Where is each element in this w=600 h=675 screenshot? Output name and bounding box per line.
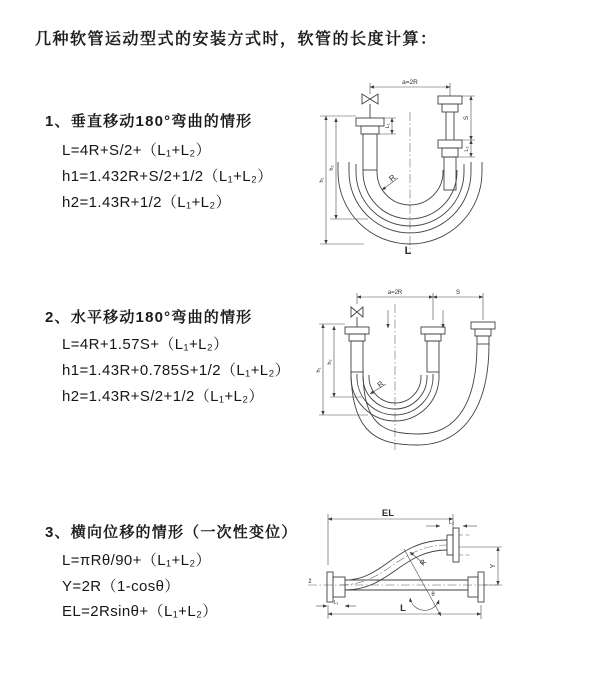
diagram-lateral-displacement xyxy=(300,505,595,650)
valve-symbol xyxy=(362,94,378,118)
dim-h1-label: h₁ xyxy=(316,367,322,373)
section-2-formula-h1: h1=1.43R+0.785S+1/2（L₁+L₂） xyxy=(62,362,291,379)
diagram-1-labels xyxy=(319,79,470,257)
dim-s-label: S xyxy=(463,115,470,121)
section-3-heading: 3、横向位移的情形（一次性变位） xyxy=(45,524,298,541)
datum-z-label: z̄ xyxy=(308,579,312,585)
section-3-formula-Y: Y=2R（1-cosθ） xyxy=(62,578,180,595)
dim-h2-label: h₂ xyxy=(329,165,335,171)
section-3-formula-L: L=πRθ/90+（L₁+L₂） xyxy=(62,552,211,569)
diagram-vertical-180-bend xyxy=(312,72,590,257)
section-2-formula-h2: h2=1.43R+S/2+1/2（L₁+L₂） xyxy=(62,388,264,405)
dim-l1-label: L₁ xyxy=(385,123,391,129)
dimension-lines xyxy=(319,293,483,415)
length-label: L xyxy=(404,245,412,257)
dim-h1-label: h₁ xyxy=(319,177,325,183)
section-1-formula-h1: h1=1.432R+S/2+1/2（L₁+L₂） xyxy=(62,168,273,185)
dim-l-label: L xyxy=(400,603,406,614)
radius-label: R xyxy=(417,557,429,568)
radius-label: R xyxy=(387,172,398,184)
dim-y-label: Y xyxy=(490,563,497,569)
middle-pipe-flange xyxy=(421,327,445,372)
section-1-heading: 1、垂直移动180°弯曲的情形 xyxy=(45,113,253,130)
dim-h2-label: h₂ xyxy=(327,359,333,365)
right-flange xyxy=(468,572,484,602)
radius-label: R xyxy=(375,378,386,390)
dim-l2-label: L₂ xyxy=(464,146,470,152)
dimension-lines xyxy=(320,83,475,244)
dim-l2-label: L₂ xyxy=(448,520,455,526)
right-pipe-flange xyxy=(471,322,495,344)
dim-l1-label: L₁ xyxy=(333,600,339,606)
diagram-horizontal-180-bend xyxy=(310,282,592,455)
left-pipe-flange xyxy=(356,118,384,170)
left-pipe-flange xyxy=(345,327,369,372)
section-2-formula-L: L=4R+1.57S+（L₁+L₂） xyxy=(62,336,229,353)
section-2-heading: 2、水平移动180°弯曲的情形 xyxy=(45,309,253,326)
angle-theta-label: θ xyxy=(431,592,435,598)
upper-flange xyxy=(447,528,459,562)
diagram-2-labels xyxy=(316,290,460,389)
left-flange xyxy=(327,572,345,602)
valve-symbol xyxy=(351,307,363,327)
dim-el-label: EL xyxy=(381,508,395,519)
page-title: 几种软管运动型式的安装方式时，软管的长度计算： xyxy=(35,31,438,48)
hose-u-curves xyxy=(351,344,489,445)
right-pipe-flange xyxy=(438,96,462,190)
dim-a2r-label: a=2R xyxy=(402,79,418,86)
section-1-formula-L: L=4R+S/2+（L₁+L₂） xyxy=(62,142,212,159)
section-1-formula-h2: h2=1.43R+1/2（L₁+L₂） xyxy=(62,194,232,211)
dimension-lines xyxy=(316,514,502,619)
section-3-formula-EL: EL=2Rsinθ+（L₁+L₂） xyxy=(62,603,218,620)
dim-s-label: S xyxy=(455,290,461,296)
diagram-3-labels xyxy=(309,508,498,614)
hose-curves xyxy=(345,540,468,590)
dim-a2r-label: a=2R xyxy=(387,290,403,296)
